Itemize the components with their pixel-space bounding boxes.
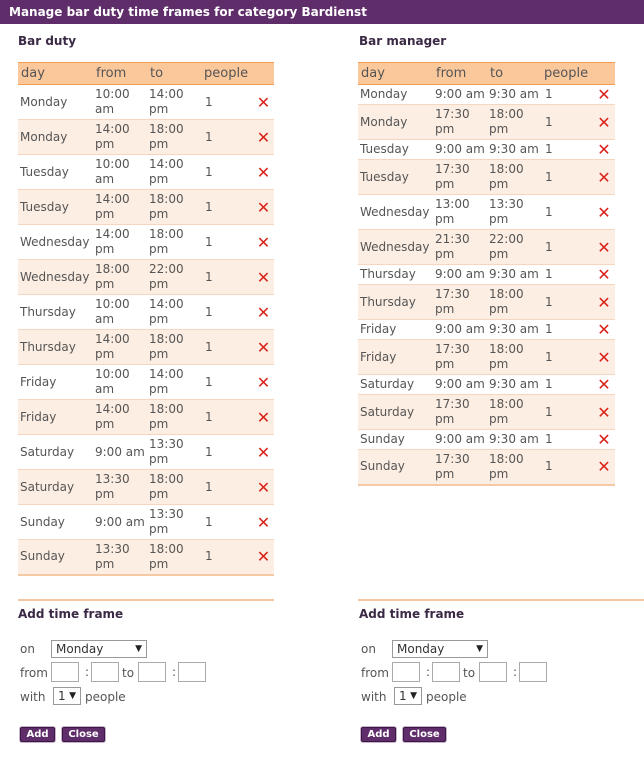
table-row bbox=[18, 470, 274, 505]
cell-from: 17:30 pm bbox=[433, 285, 487, 320]
table-row bbox=[18, 85, 274, 120]
table-row bbox=[358, 320, 615, 340]
close-button[interactable]: Close bbox=[403, 727, 446, 742]
cell-to: 18:00 pm bbox=[147, 400, 201, 435]
on-label: on bbox=[20, 642, 35, 656]
cell-people: 1 bbox=[201, 295, 251, 330]
day-select[interactable] bbox=[392, 640, 488, 658]
table-row bbox=[358, 230, 615, 265]
table-row bbox=[18, 260, 274, 295]
close-icon[interactable]: ✕ bbox=[251, 470, 274, 505]
chevron-down-icon: ▼ bbox=[410, 691, 417, 701]
cell-from: 17:30 pm bbox=[433, 105, 487, 140]
table-header-row bbox=[18, 63, 274, 85]
table-row bbox=[358, 105, 615, 140]
column-header-people: people bbox=[541, 63, 591, 85]
chevron-down-icon: ▼ bbox=[476, 644, 483, 654]
cell-people: 1 bbox=[541, 285, 591, 320]
table-row bbox=[18, 365, 274, 400]
close-icon[interactable]: ✕ bbox=[251, 330, 274, 365]
close-icon[interactable]: ✕ bbox=[591, 195, 615, 230]
time-separator: : bbox=[172, 665, 177, 679]
table-row bbox=[18, 505, 274, 540]
close-icon[interactable]: ✕ bbox=[591, 340, 615, 375]
table-row bbox=[18, 120, 274, 155]
cell-people: 1 bbox=[201, 505, 251, 540]
cell-day: Sunday bbox=[18, 505, 93, 540]
close-icon[interactable]: ✕ bbox=[251, 155, 274, 190]
close-icon[interactable]: ✕ bbox=[591, 265, 615, 285]
cell-from: 10:00 am bbox=[93, 295, 147, 330]
close-icon[interactable]: ✕ bbox=[591, 430, 615, 450]
cell-day: Saturday bbox=[18, 470, 93, 505]
cell-people: 1 bbox=[201, 190, 251, 225]
cell-day: Wednesday bbox=[18, 225, 93, 260]
cell-day: Friday bbox=[18, 365, 93, 400]
table-row bbox=[18, 225, 274, 260]
cell-from: 9:00 am bbox=[93, 505, 147, 540]
to-label: to bbox=[122, 666, 135, 680]
cell-people: 1 bbox=[541, 375, 591, 395]
cell-to: 14:00 pm bbox=[147, 295, 201, 330]
cell-from: 10:00 am bbox=[93, 155, 147, 190]
cell-to: 22:00 pm bbox=[147, 260, 201, 295]
cell-to: 18:00 pm bbox=[487, 395, 541, 430]
cell-people: 1 bbox=[541, 195, 591, 230]
table-row bbox=[358, 285, 615, 320]
column-header-day: day bbox=[358, 63, 433, 85]
table-row bbox=[18, 435, 274, 470]
add-button[interactable]: Add bbox=[20, 727, 55, 742]
cell-day: Monday bbox=[18, 120, 93, 155]
cell-day: Thursday bbox=[18, 295, 93, 330]
from-label: from bbox=[361, 666, 389, 680]
cell-day: Saturday bbox=[18, 435, 93, 470]
cell-from: 13:30 pm bbox=[93, 540, 147, 575]
cell-from: 10:00 am bbox=[93, 85, 147, 120]
close-icon[interactable]: ✕ bbox=[251, 540, 274, 575]
cell-people: 1 bbox=[541, 395, 591, 430]
cell-people: 1 bbox=[541, 320, 591, 340]
cell-people: 1 bbox=[201, 470, 251, 505]
cell-from: 9:00 am bbox=[433, 430, 487, 450]
cell-day: Monday bbox=[18, 85, 93, 120]
cell-day: Sunday bbox=[18, 540, 93, 575]
cell-to: 18:00 pm bbox=[147, 330, 201, 365]
cell-to: 18:00 pm bbox=[147, 225, 201, 260]
cell-people: 1 bbox=[541, 105, 591, 140]
from-minute-input[interactable] bbox=[432, 662, 460, 682]
cell-people: 1 bbox=[201, 85, 251, 120]
people-select-value: 1 bbox=[399, 689, 407, 703]
day-select[interactable] bbox=[51, 640, 147, 658]
cell-to: 18:00 pm bbox=[147, 470, 201, 505]
people-select[interactable] bbox=[394, 687, 422, 705]
cell-to: 13:30 pm bbox=[147, 435, 201, 470]
close-icon[interactable]: ✕ bbox=[591, 285, 615, 320]
close-icon[interactable]: ✕ bbox=[251, 400, 274, 435]
table-row bbox=[18, 155, 274, 190]
cell-day: Friday bbox=[18, 400, 93, 435]
cell-people: 1 bbox=[541, 450, 591, 485]
cell-to: 13:30 pm bbox=[487, 195, 541, 230]
cell-to: 9:30 am bbox=[487, 140, 541, 160]
to-minute-input[interactable] bbox=[178, 662, 206, 682]
cell-from: 14:00 pm bbox=[93, 330, 147, 365]
close-icon[interactable]: ✕ bbox=[251, 260, 274, 295]
close-icon[interactable]: ✕ bbox=[591, 140, 615, 160]
cell-people: 1 bbox=[541, 85, 591, 105]
cell-from: 9:00 am bbox=[433, 375, 487, 395]
close-icon[interactable]: ✕ bbox=[591, 85, 615, 105]
chevron-down-icon: ▼ bbox=[69, 691, 76, 701]
column-header-to: to bbox=[487, 63, 541, 85]
cell-to: 9:30 am bbox=[487, 85, 541, 105]
table-row bbox=[18, 190, 274, 225]
time-separator: : bbox=[426, 665, 431, 679]
cell-to: 14:00 pm bbox=[147, 365, 201, 400]
table-row bbox=[358, 450, 615, 485]
close-icon[interactable]: ✕ bbox=[251, 435, 274, 470]
cell-from: 17:30 pm bbox=[433, 450, 487, 485]
from-minute-input[interactable] bbox=[91, 662, 119, 682]
cell-to: 18:00 pm bbox=[147, 540, 201, 575]
cell-to: 9:30 am bbox=[487, 430, 541, 450]
cell-to: 13:30 pm bbox=[147, 505, 201, 540]
cell-to: 9:30 am bbox=[487, 375, 541, 395]
column-header-actions bbox=[591, 63, 615, 85]
cell-day: Monday bbox=[358, 105, 433, 140]
day-select-value: Monday bbox=[397, 642, 445, 656]
cell-to: 14:00 pm bbox=[147, 85, 201, 120]
to-hour-input[interactable] bbox=[479, 662, 507, 682]
cell-people: 1 bbox=[541, 340, 591, 375]
cell-day: Sunday bbox=[358, 450, 433, 485]
cell-from: 9:00 am bbox=[433, 140, 487, 160]
cell-people: 1 bbox=[201, 435, 251, 470]
column-header-to: to bbox=[147, 63, 201, 85]
people-label: people bbox=[426, 690, 467, 704]
cell-day: Saturday bbox=[358, 375, 433, 395]
cell-from: 21:30 pm bbox=[433, 230, 487, 265]
add-form-heading: Add time frame bbox=[18, 607, 124, 621]
cell-from: 18:00 pm bbox=[93, 260, 147, 295]
close-icon[interactable]: ✕ bbox=[251, 295, 274, 330]
cell-to: 18:00 pm bbox=[147, 120, 201, 155]
section-divider bbox=[18, 599, 274, 601]
people-select-value: 1 bbox=[58, 689, 66, 703]
cell-people: 1 bbox=[201, 155, 251, 190]
table-row bbox=[18, 295, 274, 330]
close-icon[interactable]: ✕ bbox=[591, 395, 615, 430]
table-row bbox=[358, 140, 615, 160]
cell-day: Thursday bbox=[358, 265, 433, 285]
people-select[interactable] bbox=[53, 687, 81, 705]
cell-day: Thursday bbox=[358, 285, 433, 320]
to-minute-input[interactable] bbox=[519, 662, 547, 682]
cell-from: 14:00 pm bbox=[93, 120, 147, 155]
table-row bbox=[358, 375, 615, 395]
cell-to: 18:00 pm bbox=[487, 450, 541, 485]
close-icon[interactable]: ✕ bbox=[251, 365, 274, 400]
cell-day: Tuesday bbox=[358, 140, 433, 160]
table-row bbox=[18, 540, 274, 575]
close-icon[interactable]: ✕ bbox=[251, 505, 274, 540]
cell-people: 1 bbox=[201, 540, 251, 575]
cell-people: 1 bbox=[541, 160, 591, 195]
bar-duty-table bbox=[18, 62, 274, 576]
on-label: on bbox=[361, 642, 376, 656]
table-header-row bbox=[358, 63, 615, 85]
cell-from: 14:00 pm bbox=[93, 400, 147, 435]
chevron-down-icon: ▼ bbox=[135, 644, 142, 654]
cell-to: 18:00 pm bbox=[487, 105, 541, 140]
cell-day: Tuesday bbox=[18, 155, 93, 190]
cell-from: 17:30 pm bbox=[433, 340, 487, 375]
cell-from: 17:30 pm bbox=[433, 160, 487, 195]
cell-day: Thursday bbox=[18, 330, 93, 365]
cell-from: 17:30 pm bbox=[433, 395, 487, 430]
bar-manager-heading: Bar manager bbox=[359, 34, 447, 48]
close-icon[interactable]: ✕ bbox=[251, 190, 274, 225]
close-icon[interactable]: ✕ bbox=[251, 85, 274, 120]
cell-from: 14:00 pm bbox=[93, 225, 147, 260]
cell-day: Friday bbox=[358, 320, 433, 340]
cell-from: 14:00 pm bbox=[93, 190, 147, 225]
close-icon[interactable]: ✕ bbox=[591, 375, 615, 395]
table-row bbox=[358, 265, 615, 285]
cell-to: 18:00 pm bbox=[487, 160, 541, 195]
cell-people: 1 bbox=[541, 230, 591, 265]
cell-people: 1 bbox=[201, 225, 251, 260]
cell-to: 9:30 am bbox=[487, 265, 541, 285]
cell-people: 1 bbox=[201, 260, 251, 295]
cell-people: 1 bbox=[201, 365, 251, 400]
cell-to: 22:00 pm bbox=[487, 230, 541, 265]
cell-from: 9:00 am bbox=[433, 265, 487, 285]
cell-day: Tuesday bbox=[358, 160, 433, 195]
column-header-day: day bbox=[18, 63, 93, 85]
table-row bbox=[358, 85, 615, 105]
close-icon[interactable]: ✕ bbox=[591, 105, 615, 140]
table-row bbox=[358, 195, 615, 230]
bar-manager-table bbox=[358, 62, 615, 486]
cell-day: Tuesday bbox=[18, 190, 93, 225]
cell-day: Wednesday bbox=[358, 230, 433, 265]
to-hour-input[interactable] bbox=[138, 662, 166, 682]
add-button[interactable]: Add bbox=[361, 727, 396, 742]
time-separator: : bbox=[85, 665, 90, 679]
table-row bbox=[358, 395, 615, 430]
cell-day: Wednesday bbox=[18, 260, 93, 295]
table-row bbox=[358, 430, 615, 450]
cell-people: 1 bbox=[541, 140, 591, 160]
close-icon[interactable]: ✕ bbox=[251, 225, 274, 260]
column-header-from: from bbox=[93, 63, 147, 85]
cell-day: Friday bbox=[358, 340, 433, 375]
cell-from: 9:00 am bbox=[433, 85, 487, 105]
add-form-heading: Add time frame bbox=[359, 607, 465, 621]
with-label: with bbox=[361, 690, 387, 704]
page-title: Manage bar duty time frames for category Bardienst bbox=[0, 0, 644, 24]
from-hour-input[interactable] bbox=[392, 662, 420, 682]
cell-from: 13:00 pm bbox=[433, 195, 487, 230]
cell-people: 1 bbox=[201, 400, 251, 435]
from-label: from bbox=[20, 666, 48, 680]
cell-day: Wednesday bbox=[358, 195, 433, 230]
cell-to: 14:00 pm bbox=[147, 155, 201, 190]
cell-from: 10:00 am bbox=[93, 365, 147, 400]
day-select-value: Monday bbox=[56, 642, 104, 656]
table-row bbox=[358, 340, 615, 375]
close-icon[interactable]: ✕ bbox=[591, 160, 615, 195]
with-label: with bbox=[20, 690, 46, 704]
cell-to: 18:00 pm bbox=[147, 190, 201, 225]
bar-duty-heading: Bar duty bbox=[18, 34, 77, 48]
from-hour-input[interactable] bbox=[51, 662, 79, 682]
cell-day: Saturday bbox=[358, 395, 433, 430]
column-header-from: from bbox=[433, 63, 487, 85]
table-row bbox=[18, 330, 274, 365]
close-icon[interactable]: ✕ bbox=[251, 120, 274, 155]
to-label: to bbox=[463, 666, 476, 680]
table-row bbox=[18, 400, 274, 435]
cell-people: 1 bbox=[201, 330, 251, 365]
cell-people: 1 bbox=[541, 265, 591, 285]
section-divider bbox=[358, 599, 644, 601]
close-icon[interactable]: ✕ bbox=[591, 230, 615, 265]
table-row bbox=[358, 160, 615, 195]
close-button[interactable]: Close bbox=[62, 727, 105, 742]
close-icon[interactable]: ✕ bbox=[591, 320, 615, 340]
cell-day: Sunday bbox=[358, 430, 433, 450]
cell-to: 18:00 pm bbox=[487, 285, 541, 320]
column-header-actions bbox=[251, 63, 274, 85]
time-separator: : bbox=[513, 665, 518, 679]
cell-people: 1 bbox=[541, 430, 591, 450]
people-label: people bbox=[85, 690, 126, 704]
close-icon[interactable]: ✕ bbox=[591, 450, 615, 485]
cell-to: 18:00 pm bbox=[487, 340, 541, 375]
cell-people: 1 bbox=[201, 120, 251, 155]
cell-day: Monday bbox=[358, 85, 433, 105]
cell-from: 9:00 am bbox=[93, 435, 147, 470]
column-header-people: people bbox=[201, 63, 251, 85]
cell-from: 9:00 am bbox=[433, 320, 487, 340]
cell-to: 9:30 am bbox=[487, 320, 541, 340]
cell-from: 13:30 pm bbox=[93, 470, 147, 505]
